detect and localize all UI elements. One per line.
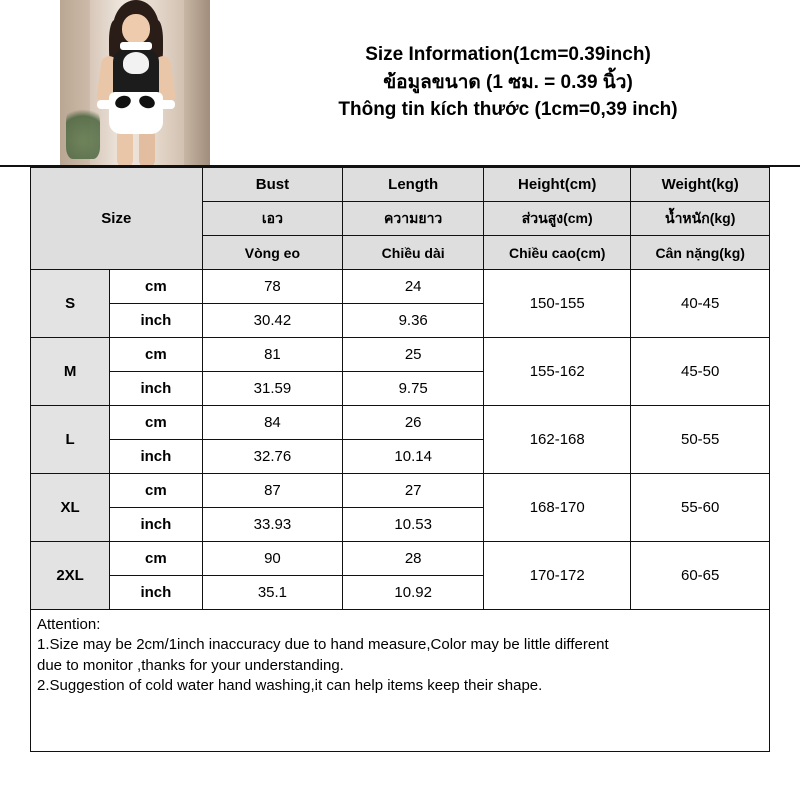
title-th: ข้อมูลขนาด (1 ซม. = 0.39 นิ้ว) — [383, 71, 633, 93]
col-length-vi: Chiều dài — [343, 236, 484, 270]
product-photo — [60, 0, 210, 165]
unit-inch: inch — [110, 508, 202, 542]
xl-weight: 55-60 — [631, 474, 770, 542]
unit-inch: inch — [110, 304, 202, 338]
s-bust-cm: 78 — [202, 270, 343, 304]
table-row — [31, 338, 770, 372]
col-height-th: ส่วนสูง(cm) — [484, 202, 631, 236]
size-header-cell: Size — [31, 168, 203, 270]
col-height-vi: Chiều cao(cm) — [484, 236, 631, 270]
unit-inch: inch — [110, 440, 202, 474]
col-length-en: Length — [343, 168, 484, 202]
attention-heading: Attention: — [37, 616, 101, 633]
col-length-th: ความยาว — [343, 202, 484, 236]
size-table — [30, 167, 770, 610]
unit-inch: inch — [110, 576, 202, 610]
l-bust-inch: 32.76 — [202, 440, 343, 474]
xxl-length-cm: 28 — [343, 542, 484, 576]
header-section — [0, 0, 800, 167]
row-size-m: M — [31, 338, 110, 406]
l-weight: 50-55 — [631, 406, 770, 474]
table-row — [31, 406, 770, 440]
xxl-weight: 60-65 — [631, 542, 770, 610]
col-weight-th: น้ำหนัก(kg) — [631, 202, 770, 236]
unit-cm: cm — [110, 542, 202, 576]
unit-cm: cm — [110, 270, 202, 304]
l-length-cm: 26 — [343, 406, 484, 440]
m-bust-cm: 81 — [202, 338, 343, 372]
l-length-inch: 10.14 — [343, 440, 484, 474]
table-header-row-en — [31, 168, 770, 202]
l-bust-cm: 84 — [202, 406, 343, 440]
s-height: 150-155 — [484, 270, 631, 338]
xl-length-cm: 27 — [343, 474, 484, 508]
unit-inch: inch — [110, 372, 202, 406]
row-size-l: L — [31, 406, 110, 474]
title-en: Size Information(1cm=0.39inch) — [365, 44, 651, 66]
col-weight-vi: Cân nặng(kg) — [631, 236, 770, 270]
curtain-right — [184, 0, 210, 165]
collar — [120, 42, 152, 50]
xxl-bust-inch: 35.1 — [202, 576, 343, 610]
table-row — [31, 474, 770, 508]
xl-length-inch: 10.53 — [343, 508, 484, 542]
row-size-2xl: 2XL — [31, 542, 110, 610]
table-row — [31, 542, 770, 576]
face — [122, 14, 150, 44]
row-size-s: S — [31, 270, 110, 338]
xxl-bust-cm: 90 — [202, 542, 343, 576]
col-bust-vi: Vòng eo — [202, 236, 343, 270]
xl-height: 168-170 — [484, 474, 631, 542]
attention-line-3: 2.Suggestion of cold water hand washing,it can help items keep their shape. — [37, 677, 543, 695]
l-height: 162-168 — [484, 406, 631, 474]
cuff-right — [157, 100, 175, 109]
xxl-height: 170-172 — [484, 542, 631, 610]
xxl-length-inch: 10.92 — [343, 576, 484, 610]
s-length-cm: 24 — [343, 270, 484, 304]
s-length-inch: 9.36 — [343, 304, 484, 338]
col-height-en: Height(cm) — [484, 168, 631, 202]
row-size-xl: XL — [31, 474, 110, 542]
unit-cm: cm — [110, 474, 202, 508]
model-figure — [87, 0, 183, 165]
s-bust-inch: 30.42 — [202, 304, 343, 338]
dress-chest — [123, 52, 149, 74]
m-length-cm: 25 — [343, 338, 484, 372]
title-block — [210, 0, 800, 165]
m-weight: 45-50 — [631, 338, 770, 406]
unit-cm: cm — [110, 338, 202, 372]
col-bust-th: เอว — [202, 202, 343, 236]
attention-section — [30, 610, 770, 752]
xl-bust-inch: 33.93 — [202, 508, 343, 542]
col-weight-en: Weight(kg) — [631, 168, 770, 202]
table-row — [31, 270, 770, 304]
m-length-inch: 9.75 — [343, 372, 484, 406]
s-weight: 40-45 — [631, 270, 770, 338]
attention-line-1: 1.Size may be 2cm/1inch inaccuracy due to hand measure,Color may be little different — [37, 636, 609, 654]
m-height: 155-162 — [484, 338, 631, 406]
col-bust-en: Bust — [202, 168, 343, 202]
attention-line-2: due to monitor ,thanks for your understanding. — [37, 656, 344, 674]
xl-bust-cm: 87 — [202, 474, 343, 508]
cuff-left — [97, 100, 115, 109]
unit-cm: cm — [110, 406, 202, 440]
m-bust-inch: 31.59 — [202, 372, 343, 406]
title-vi: Thông tin kích thước (1cm=0,39 inch) — [338, 99, 678, 121]
